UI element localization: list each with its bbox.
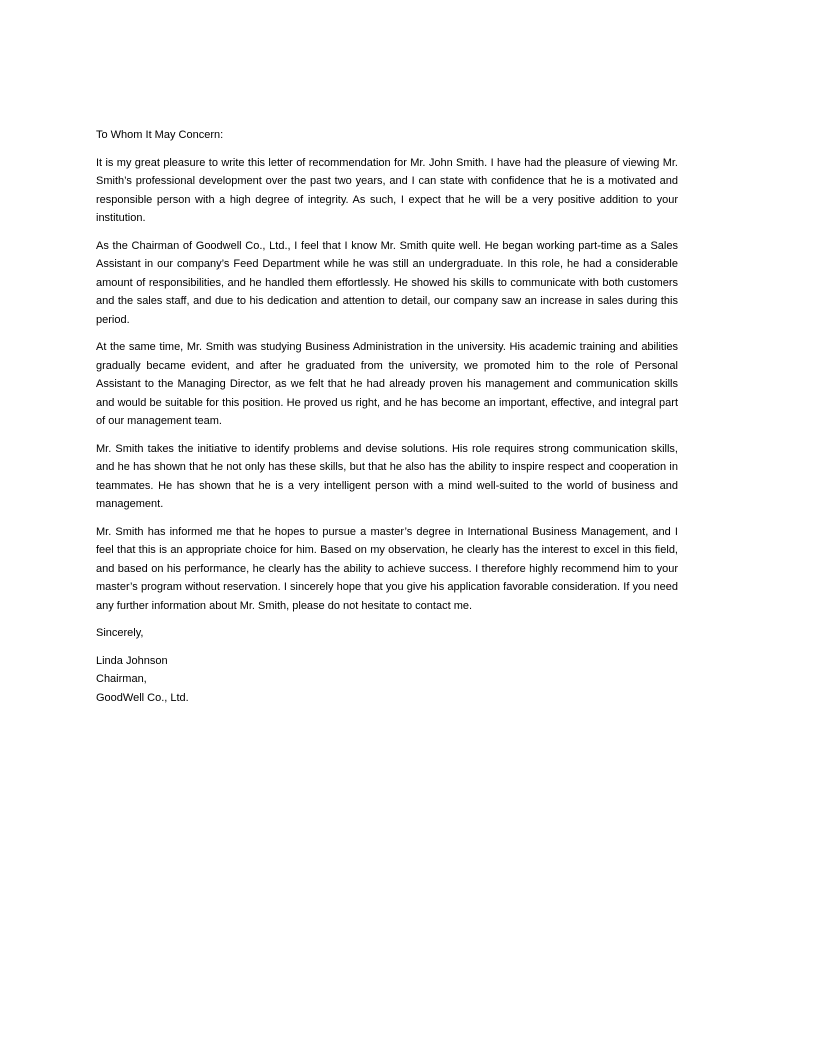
signature-name: Linda Johnson (96, 654, 168, 667)
letter-paragraph-1: It is my great pleasure to write this letter of recommendation for Mr. John Smith. I have had the pleasure of viewing Mr. Smith’s professional development over the past two years, and I can state with confidence that he is a motivated and responsible person with a high degree of integrity. As such, I expect that he will be a very positive addition to your institution. (96, 156, 678, 224)
signature-block (96, 652, 678, 708)
letter-paragraph-4: Mr. Smith takes the initiative to identify problems and devise solutions. His role requires strong communication skills, and he has shown that he not only has these skills, but that he also has the ability to inspire respect and cooperation in teammates. He has shown that he is a very intelligent person with a mind well-suited to the world of business and management. (96, 442, 678, 510)
signature-company: GoodWell Co., Ltd. (96, 691, 189, 704)
letter-salutation: To Whom It May Concern: (96, 129, 224, 141)
letter-paragraph-5: Mr. Smith has informed me that he hopes to pursue a master’s degree in International Business Management, and I feel that this is an appropriate choice for him. Based on my observation, he clearly has the interest to excel in this field, and based on his performance, he clearly has the ability to achieve success. I therefore highly recommend him to your master’s program without reservation. I sincerely hope that you give his application favorable consideration. If you need any further information about Mr. Smith, please do not hesitate to contact me. (96, 525, 678, 612)
letter-paragraph-2: As the Chairman of Goodwell Co., Ltd., I feel that I know Mr. Smith quite well. He began working part-time as a Sales Assistant in our company’s Feed Department while he was still an undergraduate. In this role, he had a considerable amount of responsibilities, and he handled them effortlessly. He showed his skills to communicate with both customers and the sales staff, and due to his dedication and attention to detail, our company saw an increase in sales during this period. (96, 239, 678, 326)
letter-closing: Sincerely, (96, 627, 144, 639)
signature-title: Chairman, (96, 673, 147, 685)
letter-paragraph-3: At the same time, Mr. Smith was studying Business Administration in the university. His academic training and abilities gradually became evident, and after he graduated from the university, we promoted him to the role of Personal Assistant to the Managing Director, as we felt that he had already proven his management and communication skills and would be suitable for this position. He proved us right, and he has become an important, effective, and integral part of our management team. (96, 341, 678, 427)
